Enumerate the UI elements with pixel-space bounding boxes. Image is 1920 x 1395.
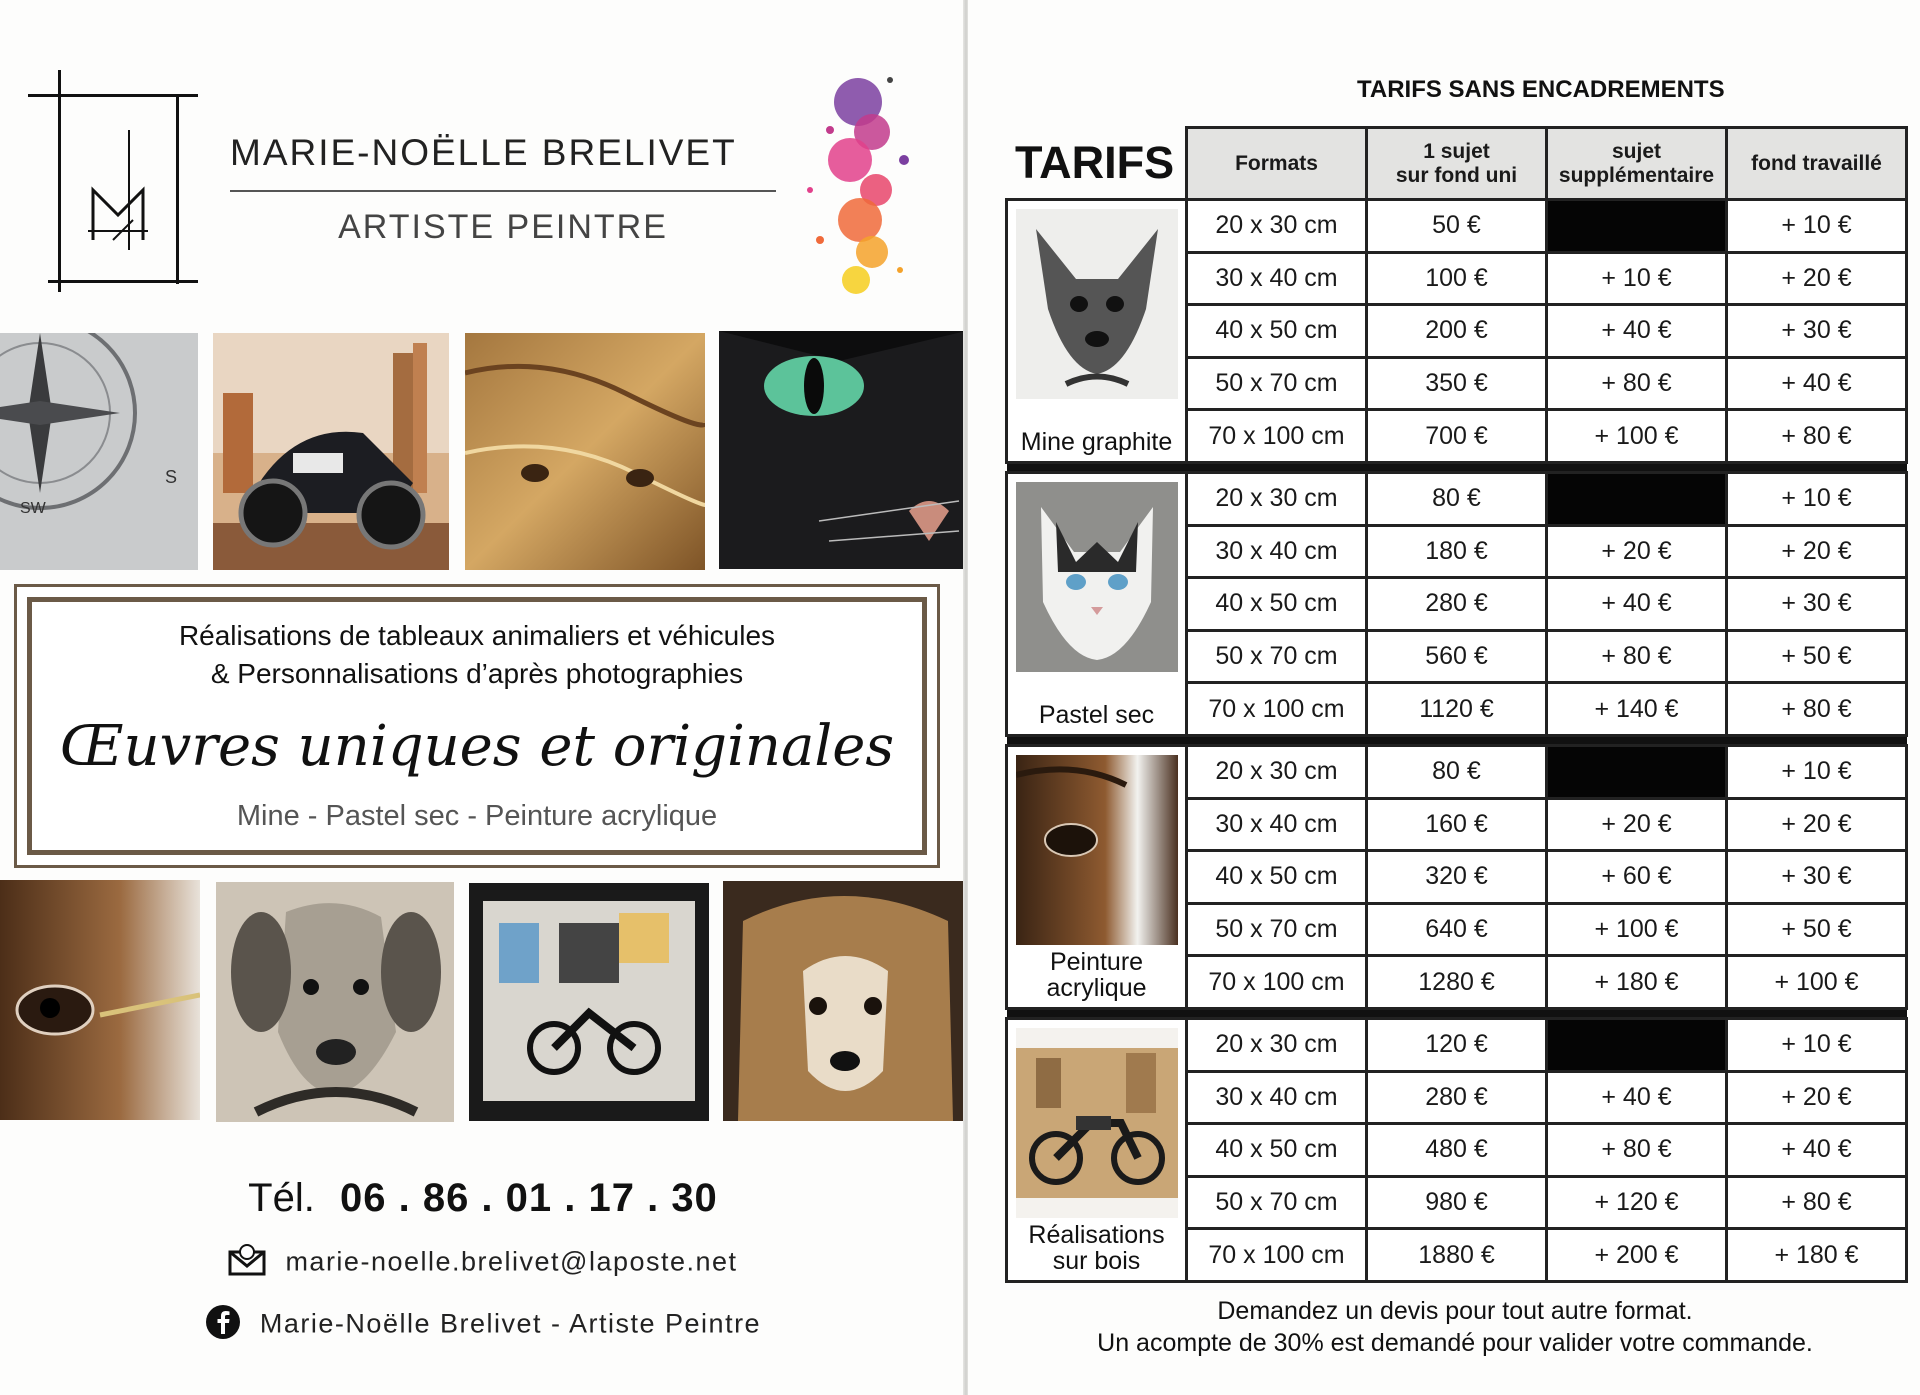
cell-format: 20 x 30 cm [1187, 746, 1367, 799]
email-address[interactable]: marie-noelle.brelivet@laposte.net [285, 1246, 738, 1277]
cell-format: 40 x 50 cm [1187, 578, 1367, 631]
cell-format: 70 x 100 cm [1187, 410, 1367, 463]
cell-price: 280 € [1367, 1071, 1547, 1124]
info-slogan: Œuvres uniques et originales [59, 714, 895, 779]
cell-extra-subject: + 80 € [1547, 1124, 1727, 1177]
cell-price: 1880 € [1367, 1229, 1547, 1282]
cell-format: 30 x 40 cm [1187, 525, 1367, 578]
cell-format: 70 x 100 cm [1187, 956, 1367, 1009]
cell-worked-background: + 40 € [1727, 1124, 1907, 1177]
cell-price: 200 € [1367, 305, 1547, 358]
cell-worked-background: + 20 € [1727, 525, 1907, 578]
category-separator [1007, 1009, 1907, 1019]
artist-name: MARIE-NOËLLE BRELIVET [230, 132, 737, 173]
cell-format: 50 x 70 cm [1187, 630, 1367, 683]
cell-format: 70 x 100 cm [1187, 1229, 1367, 1282]
cell-price: 1280 € [1367, 956, 1547, 1009]
header-formats-label: Formats [1235, 151, 1318, 175]
cell-worked-background: + 50 € [1727, 903, 1907, 956]
cell-price: 100 € [1367, 252, 1547, 305]
photo-dalmatian-dog [216, 882, 454, 1122]
cell-extra-subject: + 40 € [1547, 305, 1727, 358]
cell-format: 20 x 30 cm [1187, 200, 1367, 253]
paint-splash-icon [780, 40, 930, 320]
category-label: Peinture acrylique [1046, 948, 1147, 1002]
cell-worked-background: + 30 € [1727, 851, 1907, 904]
cell-worked-background: + 30 € [1727, 305, 1907, 358]
cell-price: 320 € [1367, 851, 1547, 904]
cell-extra-subject: + 180 € [1547, 956, 1727, 1009]
facebook-icon [205, 1304, 241, 1347]
cell-extra-subject: + 10 € [1547, 252, 1727, 305]
name-divider [230, 190, 776, 192]
cell-format: 30 x 40 cm [1187, 252, 1367, 305]
cell-worked-background: + 100 € [1727, 956, 1907, 1009]
header-single-subject-label: 1 sujet sur fond uni [1395, 139, 1518, 187]
header-blank [1007, 128, 1187, 200]
cell-worked-background: + 30 € [1727, 578, 1907, 631]
photo-lion [465, 333, 705, 570]
cell-format: 70 x 100 cm [1187, 683, 1367, 736]
cell-worked-background: + 80 € [1727, 683, 1907, 736]
cell-price: 480 € [1367, 1124, 1547, 1177]
header-worked-background [1727, 128, 1907, 200]
cell-format: 50 x 70 cm [1187, 357, 1367, 410]
cell-format: 20 x 30 cm [1187, 1019, 1367, 1072]
table-row [1007, 1019, 1907, 1072]
cell-extra-subject: + 60 € [1547, 851, 1727, 904]
facebook-page[interactable]: Marie-Noëlle Brelivet - Artiste Peintre [259, 1308, 762, 1339]
header-worked-background-label: fond travaillé [1751, 151, 1882, 175]
cell-price: 700 € [1367, 410, 1547, 463]
footer-deposit-note: Un acompte de 30% est demandé pour valider votre commande. [1097, 1329, 1813, 1357]
category-separator-bar [1007, 736, 1907, 746]
photo-motorcycle-collage [469, 883, 709, 1121]
cell-worked-background: + 40 € [1727, 357, 1907, 410]
header-formats [1187, 128, 1367, 200]
category-cell [1007, 473, 1187, 736]
cell-extra-subject: + 40 € [1547, 1071, 1727, 1124]
category-image-horse-acrylic [1016, 755, 1178, 945]
cell-worked-background: + 80 € [1727, 410, 1907, 463]
cell-format: 40 x 50 cm [1187, 851, 1367, 904]
table-row [1007, 200, 1907, 253]
cell-extra-subject: + 40 € [1547, 578, 1727, 631]
photo-motorcycle [213, 333, 449, 570]
cell-extra-subject: + 200 € [1547, 1229, 1727, 1282]
category-image-motorcycle-wood [1016, 1028, 1178, 1218]
cell-price: 160 € [1367, 798, 1547, 851]
cell-price: 80 € [1367, 473, 1547, 526]
photo-sheltie-dog [723, 881, 966, 1121]
header-extra-subject [1547, 128, 1727, 200]
cell-worked-background: + 20 € [1727, 252, 1907, 305]
cell-format: 30 x 40 cm [1187, 798, 1367, 851]
price-table-header [1007, 128, 1907, 200]
category-cell [1007, 746, 1187, 1009]
cell-extra-subject [1547, 473, 1727, 526]
category-separator-bar [1007, 463, 1907, 473]
category-image-cat-pastel [1016, 482, 1178, 672]
cell-price: 350 € [1367, 357, 1547, 410]
email-icon [228, 1244, 266, 1283]
cell-format: 30 x 40 cm [1187, 1071, 1367, 1124]
category-label: Mine graphite [1020, 428, 1173, 456]
svg-text:SW: SW [20, 500, 46, 517]
email-line [0, 1244, 966, 1283]
table-row [1007, 746, 1907, 799]
cell-worked-background: + 10 € [1727, 473, 1907, 526]
cell-extra-subject [1547, 746, 1727, 799]
cell-price: 640 € [1367, 903, 1547, 956]
cell-worked-background: + 20 € [1727, 1071, 1907, 1124]
cell-worked-background: + 20 € [1727, 798, 1907, 851]
facebook-line [0, 1304, 966, 1347]
photo-horse-eye [0, 880, 200, 1120]
cell-format: 40 x 50 cm [1187, 1124, 1367, 1177]
cell-extra-subject [1547, 200, 1727, 253]
cell-extra-subject: + 80 € [1547, 630, 1727, 683]
footer-quote-note: Demandez un devis pour tout autre format. [1217, 1297, 1693, 1325]
info-media: Mine - Pastel sec - Peinture acrylique [236, 800, 718, 832]
artist-logo [28, 70, 208, 300]
cell-format: 50 x 70 cm [1187, 1176, 1367, 1229]
cell-price: 280 € [1367, 578, 1547, 631]
header-single-subject [1367, 128, 1547, 200]
cell-extra-subject: + 100 € [1547, 410, 1727, 463]
photo-black-cat [719, 331, 966, 569]
cell-format: 50 x 70 cm [1187, 903, 1367, 956]
pricing-title: TARIFS [1015, 137, 1175, 188]
cell-extra-subject: + 100 € [1547, 903, 1727, 956]
category-label: Réalisations sur bois [1028, 1221, 1165, 1275]
cell-extra-subject: + 120 € [1547, 1176, 1727, 1229]
category-cell [1007, 1019, 1187, 1282]
cell-price: 560 € [1367, 630, 1547, 683]
cell-worked-background: + 180 € [1727, 1229, 1907, 1282]
cell-price: 180 € [1367, 525, 1547, 578]
cell-worked-background: + 10 € [1727, 746, 1907, 799]
category-cell [1007, 200, 1187, 463]
info-box [14, 584, 940, 868]
category-separator [1007, 463, 1907, 473]
cell-format: 20 x 30 cm [1187, 473, 1367, 526]
cell-worked-background: + 80 € [1727, 1176, 1907, 1229]
cell-price: 50 € [1367, 200, 1547, 253]
category-separator-bar [1007, 1009, 1907, 1019]
category-separator [1007, 736, 1907, 746]
cell-worked-background: + 50 € [1727, 630, 1907, 683]
table-row [1007, 473, 1907, 526]
cell-price: 980 € [1367, 1176, 1547, 1229]
cell-format: 40 x 50 cm [1187, 305, 1367, 358]
artist-title: ARTISTE PEINTRE [338, 208, 668, 246]
cell-worked-background: + 10 € [1727, 200, 1907, 253]
price-table [1005, 126, 1908, 1283]
cell-extra-subject: + 20 € [1547, 798, 1727, 851]
cell-price: 80 € [1367, 746, 1547, 799]
category-label: Pastel sec [1038, 701, 1155, 729]
info-services-line1: Réalisations de tableaux animaliers et véhicules [178, 620, 776, 651]
photo-compass [0, 333, 198, 570]
phone-label: Tél. [248, 1176, 315, 1220]
header-extra-subject-label: sujet supplémentaire [1558, 139, 1715, 187]
cell-extra-subject: + 80 € [1547, 357, 1727, 410]
cell-worked-background: + 10 € [1727, 1019, 1907, 1072]
info-services-line2: & Personnalisations d’après photographies [210, 658, 744, 689]
cell-price: 1120 € [1367, 683, 1547, 736]
cell-extra-subject: + 140 € [1547, 683, 1727, 736]
phone-line [0, 1176, 966, 1221]
cell-extra-subject [1547, 1019, 1727, 1072]
cell-extra-subject: + 20 € [1547, 525, 1727, 578]
cell-price: 120 € [1367, 1019, 1547, 1072]
category-image-dog-graphite [1016, 209, 1178, 399]
phone-number[interactable]: 06 . 86 . 01 . 17 . 30 [339, 1176, 718, 1220]
pricing-subtitle: TARIFS SANS ENCADREMENTS [1357, 76, 1725, 103]
svg-text:S: S [165, 467, 178, 487]
